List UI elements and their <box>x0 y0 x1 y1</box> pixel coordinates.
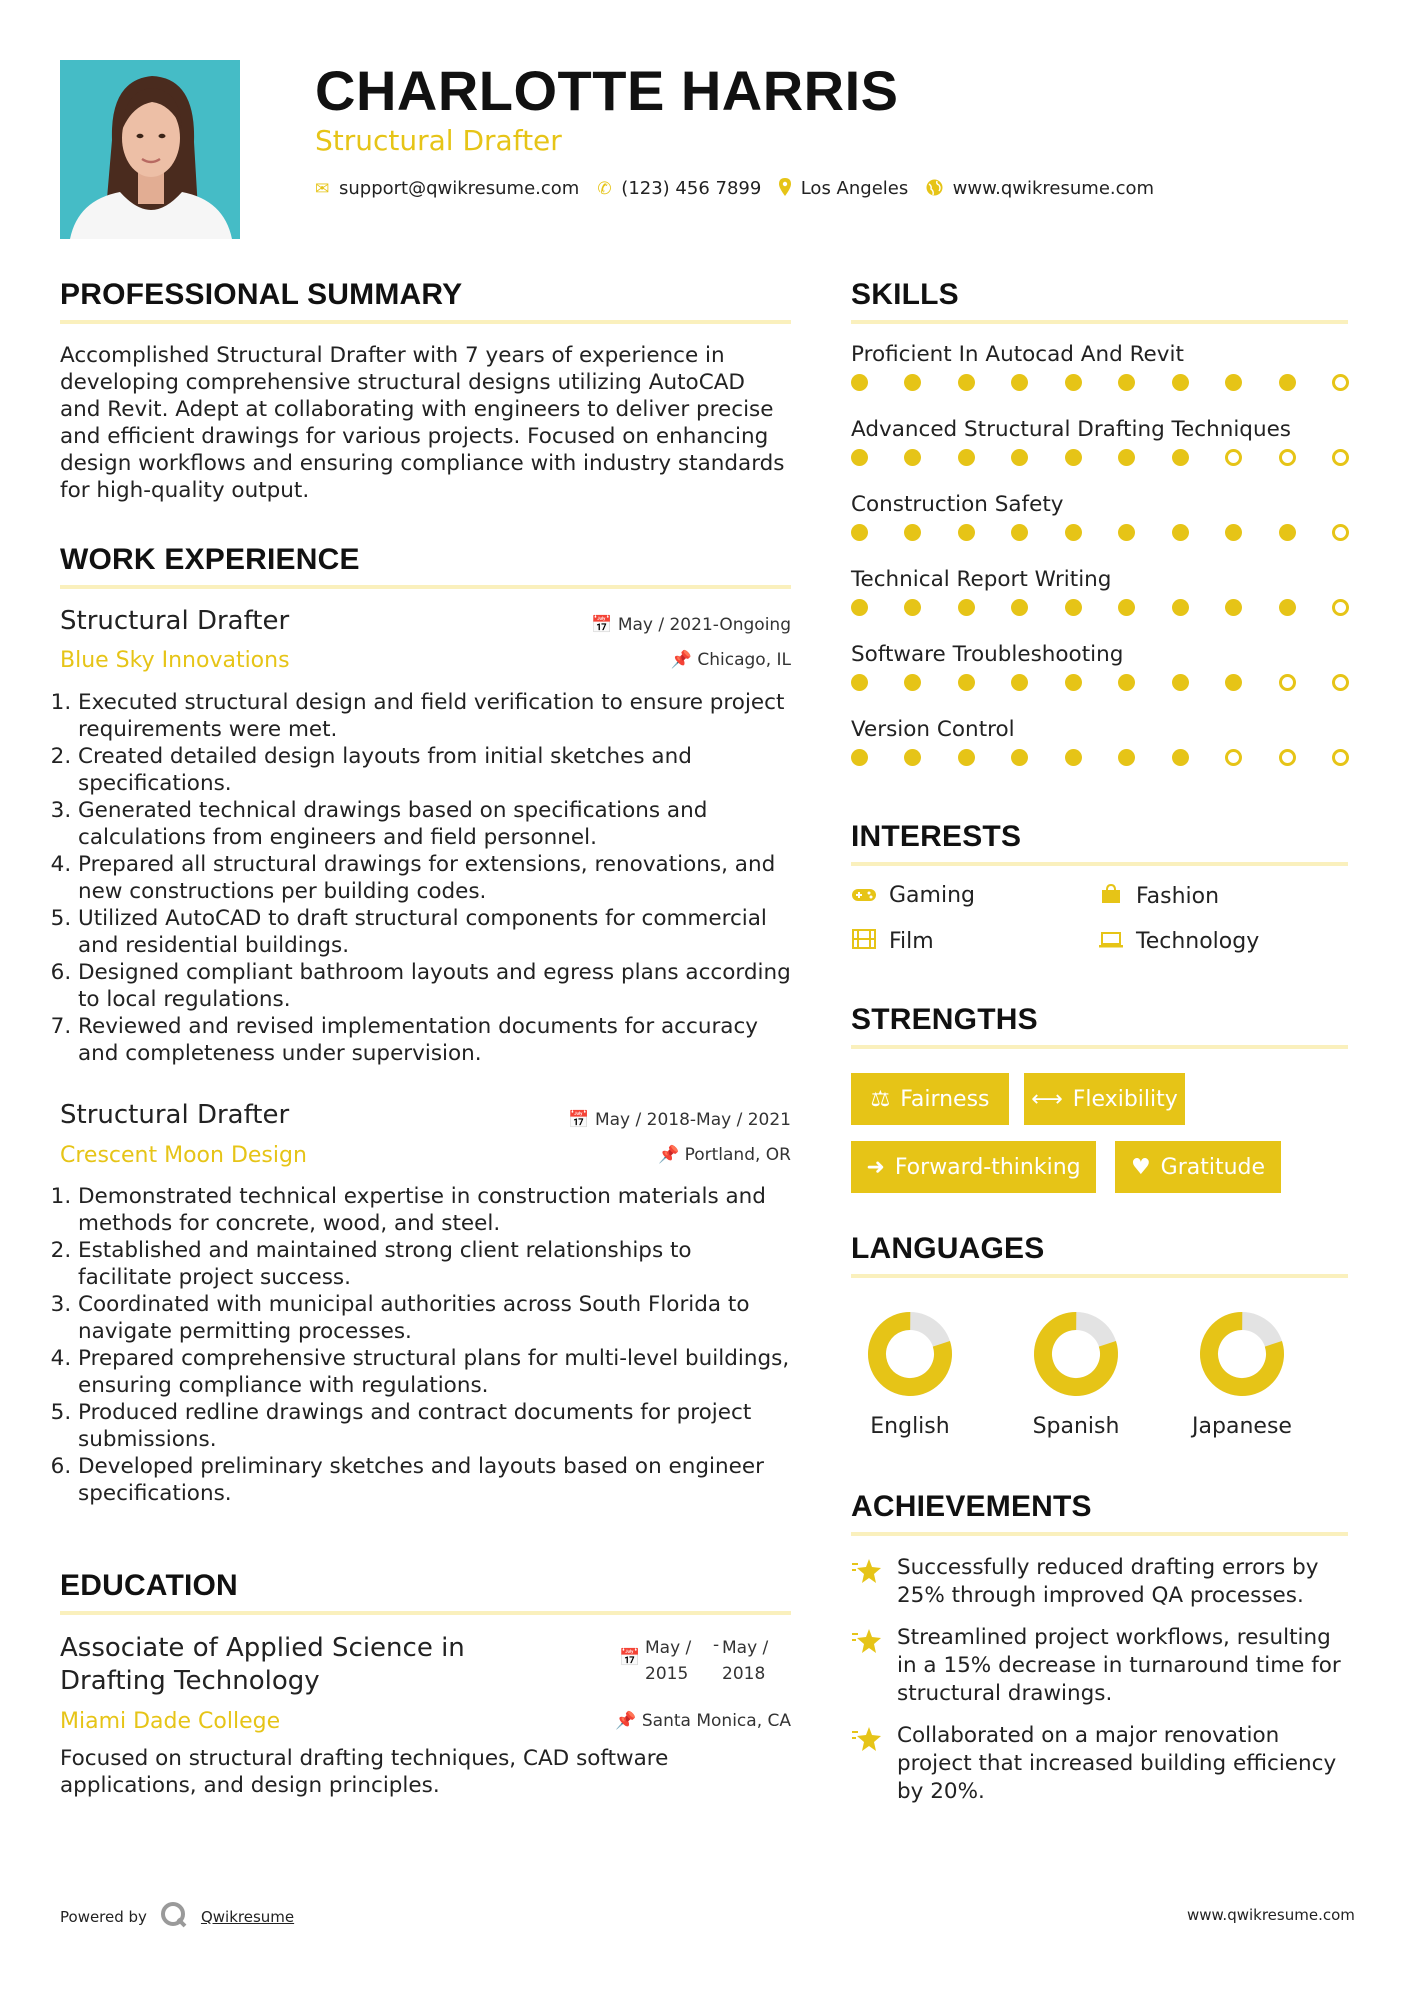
interest-technology <box>1098 929 1259 954</box>
rating-dot-empty <box>1332 449 1349 466</box>
strengths-divider <box>851 1045 1348 1049</box>
rating-dot-filled <box>904 599 921 616</box>
achievement-item: Streamlined project workflows, resulting in a 15% decrease in turnaround time for structural drawings. <box>897 1625 1341 1706</box>
rating-dot-filled <box>1118 749 1135 766</box>
achievements-heading: ACHIEVEMENTS <box>851 1490 1092 1523</box>
job-date <box>568 1110 791 1130</box>
duty-item: 3. Coordinated with municipal authorities across South Florida to navigate permitting processes. <box>78 1291 791 1345</box>
envelope-icon: ✉ <box>315 179 330 199</box>
skill-name: Construction Safety <box>851 492 1064 517</box>
languages-divider <box>851 1274 1348 1278</box>
rating-dot-filled <box>851 599 868 616</box>
language-name: English <box>870 1414 950 1439</box>
film-icon <box>851 929 877 954</box>
job-duties-list <box>60 1183 791 1507</box>
candidate-name: CHARLOTTE HARRIS <box>315 59 899 122</box>
strength-tag-gratitude <box>1115 1141 1281 1193</box>
duty-item: 5. Produced redline drawings and contract documents for project submissions. <box>78 1399 791 1453</box>
degree-line: Drafting Technology <box>60 1666 320 1696</box>
language-ring <box>1191 1303 1293 1405</box>
rating-dot-filled <box>1172 374 1189 391</box>
rating-dot-filled <box>904 374 921 391</box>
powered-by-text: Powered by <box>60 1908 147 1926</box>
rating-dot-empty <box>1279 749 1296 766</box>
degree-line: Associate of Applied Science in <box>60 1633 465 1663</box>
end-year: 2018 <box>722 1664 766 1684</box>
star-icon <box>851 1556 881 1586</box>
language-ring <box>1025 1303 1127 1405</box>
job-title: Structural Drafter <box>60 1100 290 1130</box>
rating-dot-filled <box>1065 374 1082 391</box>
rating-dot-filled <box>851 374 868 391</box>
rating-dot-filled <box>1011 749 1028 766</box>
website-text: www.qwikresume.com <box>952 178 1155 199</box>
pin-icon: 📌 <box>670 650 692 670</box>
interest-label: Gaming <box>889 883 975 908</box>
rating-dot-filled <box>958 674 975 691</box>
duty-item: 7. Reviewed and revised implementation documents for accuracy and completeness under supervision. <box>78 1013 791 1067</box>
job-date-text: May / 2021-Ongoing <box>617 615 791 635</box>
rating-dot-filled <box>1279 374 1296 391</box>
brand-link[interactable]: Qwikresume <box>200 1908 295 1926</box>
duty-item: 6. Developed preliminary sketches and layouts based on engineer specifications. <box>78 1453 791 1507</box>
contact-location <box>779 178 908 199</box>
achievements-divider <box>851 1532 1348 1536</box>
summary-heading: PROFESSIONAL SUMMARY <box>60 278 463 311</box>
rating-dot-filled <box>1279 599 1296 616</box>
duty-item: 4. Prepared comprehensive structural plans for multi-level buildings, ensuring compliance with regulations. <box>78 1345 791 1399</box>
skill-rating <box>851 599 1349 616</box>
rating-dot-filled <box>1172 674 1189 691</box>
strength-label: Gratitude <box>1160 1154 1266 1180</box>
rating-dot-filled <box>958 374 975 391</box>
rating-dot-filled <box>1065 449 1082 466</box>
rating-dot-filled <box>1225 374 1242 391</box>
gamepad-icon <box>851 884 877 908</box>
duty-item: 5. Utilized AutoCAD to draft structural components for commercial and residential buildings. <box>78 905 791 959</box>
education-divider <box>60 1611 791 1615</box>
shopping-bag-icon <box>1098 883 1124 910</box>
balance-scale-icon: ⚖ <box>870 1086 891 1112</box>
achievement-item: Successfully reduced drafting errors by 25% through improved QA processes. <box>897 1555 1319 1608</box>
strength-label: Fairness <box>900 1086 990 1112</box>
skill-name: Proficient In Autocad And Revit <box>851 342 1184 367</box>
job-date <box>591 615 791 635</box>
skill-name: Software Troubleshooting <box>851 642 1124 667</box>
rating-dot-filled <box>1225 674 1242 691</box>
interest-film <box>851 929 934 954</box>
contact-website[interactable] <box>926 178 1154 199</box>
work-heading: WORK EXPERIENCE <box>60 543 360 576</box>
strength-tag-forward-thinking <box>851 1141 1096 1193</box>
rating-dot-filled <box>1118 599 1135 616</box>
interest-fashion <box>1098 883 1219 910</box>
job-title: Structural Drafter <box>60 606 290 636</box>
duty-item: 2. Created detailed design layouts from initial sketches and specifications. <box>78 743 791 797</box>
rating-dot-filled <box>904 749 921 766</box>
duty-item: 2. Established and maintained strong client relationships to facilitate project success. <box>78 1237 791 1291</box>
achievement-item: Collaborated on a major renovation project that increased building efficiency by 20%. <box>897 1723 1337 1804</box>
rating-dot-filled <box>1065 599 1082 616</box>
rating-dot-filled <box>1065 749 1082 766</box>
pin-icon: 📌 <box>658 1145 680 1165</box>
skills-heading: SKILLS <box>851 278 959 311</box>
rating-dot-filled <box>1172 599 1189 616</box>
skill-rating <box>851 374 1349 391</box>
email-text: support@qwikresume.com <box>338 178 580 199</box>
job-location-text: Chicago, IL <box>697 650 791 670</box>
rating-dot-filled <box>1118 674 1135 691</box>
calendar-icon: 📅 <box>568 1110 590 1130</box>
interests-heading: INTERESTS <box>851 820 1022 853</box>
skill-name: Technical Report Writing <box>851 567 1112 592</box>
rating-dot-empty <box>1279 449 1296 466</box>
rating-dot-filled <box>1011 374 1028 391</box>
school-location-text: Santa Monica, CA <box>641 1711 791 1731</box>
skill-name: Version Control <box>851 717 1015 742</box>
rating-dot-filled <box>851 524 868 541</box>
interest-label: Film <box>889 929 934 954</box>
star-icon <box>851 1724 881 1754</box>
date-separator: - <box>713 1635 720 1655</box>
footer-website[interactable]: www.qwikresume.com <box>1187 1906 1355 1924</box>
rating-dot-filled <box>1065 674 1082 691</box>
interests-divider <box>851 862 1348 866</box>
education-description: Focused on structural drafting techniques, CAD software applications, and design principles. <box>60 1746 669 1798</box>
rating-dot-filled <box>1118 374 1135 391</box>
rating-dot-filled <box>1118 449 1135 466</box>
rating-dot-filled <box>851 449 868 466</box>
job-location <box>671 650 791 670</box>
calendar-icon: 📅 <box>619 1648 641 1668</box>
job-date-text: May / 2018-May / 2021 <box>594 1110 791 1130</box>
strength-label: Forward-thinking <box>894 1154 1081 1180</box>
rating-dot-filled <box>958 524 975 541</box>
rating-dot-filled <box>1172 749 1189 766</box>
skill-name: Advanced Structural Drafting Techniques <box>851 417 1292 442</box>
duty-item: 4. Prepared all structural drawings for extensions, renovations, and new constructions per building codes. <box>78 851 791 905</box>
rating-dot-filled <box>1011 599 1028 616</box>
rating-dot-empty <box>1332 374 1349 391</box>
rating-dot-empty <box>1225 749 1242 766</box>
rating-dot-filled <box>1225 599 1242 616</box>
rating-dot-filled <box>1011 524 1028 541</box>
duty-item: 1. Executed structural design and field verification to ensure project requirements were met. <box>78 689 791 743</box>
arrows-horizontal-icon: ⟷ <box>1031 1086 1063 1112</box>
map-pin-icon <box>779 179 796 199</box>
rating-dot-empty <box>1225 449 1242 466</box>
education-heading: EDUCATION <box>60 1569 238 1602</box>
strength-label: Flexibility <box>1072 1086 1178 1112</box>
work-divider <box>60 585 791 589</box>
arrow-right-icon: ➜ <box>866 1154 885 1180</box>
rating-dot-empty <box>1332 524 1349 541</box>
degree-title <box>60 1632 465 1698</box>
rating-dot-filled <box>851 749 868 766</box>
language-ring <box>859 1303 961 1405</box>
calendar-icon: 📅 <box>591 615 613 635</box>
rating-dot-filled <box>958 599 975 616</box>
skill-rating <box>851 524 1349 541</box>
footer-powered-by <box>60 1900 294 1934</box>
interest-label: Technology <box>1136 929 1260 954</box>
globe-icon <box>926 179 948 199</box>
duty-item: 6. Designed compliant bathroom layouts and egress plans according to local regulations. <box>78 959 791 1013</box>
summary-text: Accomplished Structural Drafter with 7 years of experience in developing comprehensive structural designs utilizing AutoCAD and Revit. Adept at collaborating with engineers to deliver precise and efficient drawings for various projects. Focused on enhancing design workflows and ensuring compliance with industry standards for high-quality output. <box>60 343 785 503</box>
star-icon <box>851 1626 881 1656</box>
rating-dot-filled <box>958 749 975 766</box>
phone-icon: ✆ <box>597 179 612 199</box>
rating-dot-empty <box>1332 674 1349 691</box>
job-location-text: Portland, OR <box>684 1145 791 1165</box>
languages-heading: LANGUAGES <box>851 1232 1045 1265</box>
end-month: May / <box>722 1638 769 1658</box>
education-start <box>645 1635 691 1687</box>
rating-dot-filled <box>1172 524 1189 541</box>
job-duties-list <box>60 689 791 1067</box>
location-text: Los Angeles <box>800 178 909 199</box>
rating-dot-filled <box>1065 524 1082 541</box>
laptop-icon <box>1098 930 1124 954</box>
duty-item: 3. Generated technical drawings based on specifications and calculations from engineers and field personnel. <box>78 797 791 851</box>
candidate-title: Structural Drafter <box>315 124 562 157</box>
contact-bar <box>315 178 1154 199</box>
summary-divider <box>60 320 791 324</box>
heart-icon: ♥ <box>1130 1154 1151 1180</box>
rating-dot-filled <box>1172 449 1189 466</box>
rating-dot-filled <box>1279 524 1296 541</box>
start-month: May / <box>645 1638 692 1658</box>
job-company: Blue Sky Innovations <box>60 648 290 673</box>
rating-dot-empty <box>1332 749 1349 766</box>
pin-icon: 📌 <box>615 1711 637 1731</box>
rating-dot-filled <box>1011 449 1028 466</box>
rating-dot-filled <box>851 674 868 691</box>
rating-dot-empty <box>1332 599 1349 616</box>
job-company: Crescent Moon Design <box>60 1143 307 1168</box>
strength-tag-fairness <box>851 1073 1009 1125</box>
skill-rating <box>851 674 1349 691</box>
skill-rating <box>851 749 1349 766</box>
contact-phone <box>597 178 761 199</box>
interest-label: Fashion <box>1136 884 1220 909</box>
interest-gaming <box>851 883 975 908</box>
rating-dot-filled <box>1011 674 1028 691</box>
education-end <box>722 1635 768 1687</box>
language-name: Japanese <box>1192 1414 1292 1439</box>
skill-rating <box>851 449 1349 466</box>
language-name: Spanish <box>1032 1414 1120 1439</box>
profile-photo <box>60 60 240 239</box>
start-year: 2015 <box>645 1664 689 1684</box>
school-name: Miami Dade College <box>60 1709 281 1734</box>
rating-dot-filled <box>904 674 921 691</box>
rating-dot-filled <box>1118 524 1135 541</box>
phone-text: (123) 456 7899 <box>621 178 762 199</box>
job-location <box>658 1145 791 1165</box>
qwikresume-logo-icon <box>159 1900 189 1934</box>
school-location <box>615 1711 791 1731</box>
strengths-heading: STRENGTHS <box>851 1003 1038 1036</box>
rating-dot-filled <box>904 449 921 466</box>
rating-dot-filled <box>1225 524 1242 541</box>
contact-email[interactable] <box>315 178 579 199</box>
rating-dot-filled <box>958 449 975 466</box>
strength-tag-flexibility <box>1024 1073 1185 1125</box>
rating-dot-filled <box>904 524 921 541</box>
skills-divider <box>851 320 1348 324</box>
duty-item: 1. Demonstrated technical expertise in construction materials and methods for concrete, wood, and steel. <box>78 1183 791 1237</box>
rating-dot-empty <box>1279 674 1296 691</box>
